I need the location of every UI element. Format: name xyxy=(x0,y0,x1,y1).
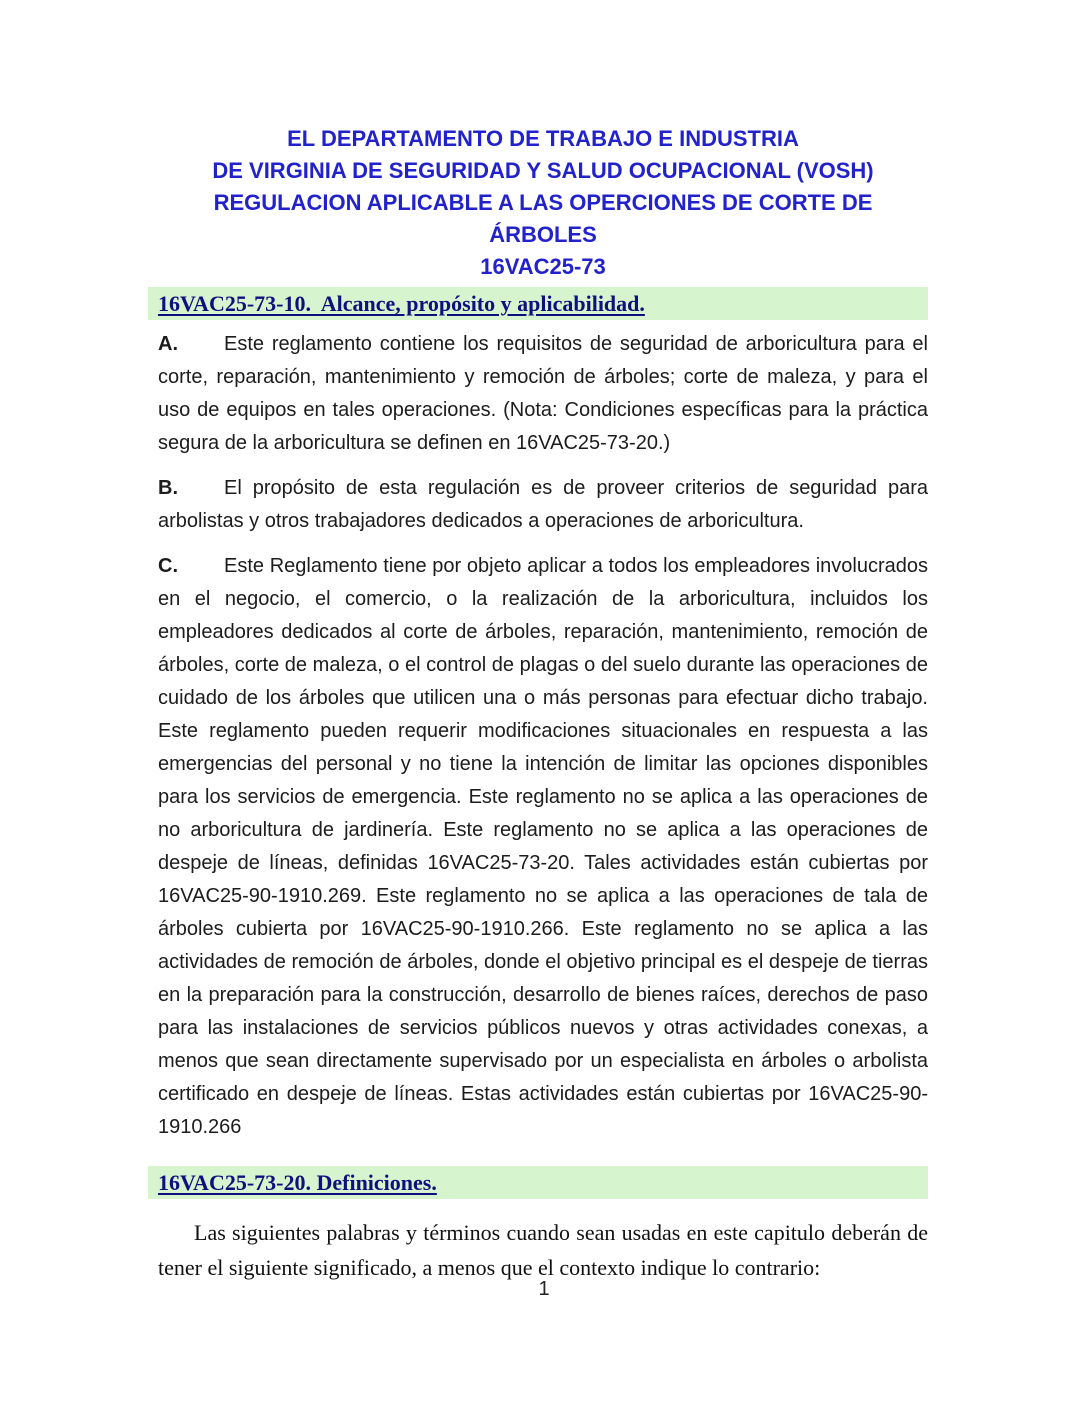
section-heading-alcance xyxy=(148,287,928,320)
paragraph-a-label: A. xyxy=(158,333,178,355)
paragraph-b-label: B. xyxy=(158,477,178,499)
section-heading-definiciones-text: 16VAC25-73-20. Definiciones. xyxy=(158,1170,437,1195)
paragraph-b-text: El propósito de esta regulación es de proveer criterios de seguridad para arbolistas y otros trabajadores dedicados a operaciones de arboricultura. xyxy=(158,477,928,532)
paragraph-b xyxy=(158,472,928,538)
title-line-4: 16VAC25-73 xyxy=(480,254,606,279)
title-line-3: REGULACION APLICABLE A LAS OPERCIONES DE CORTE DE ÁRBOLES xyxy=(213,190,873,247)
title-line-1: EL DEPARTAMENTO DE TRABAJO E INDUSTRIA xyxy=(287,126,799,151)
definitions-intro: Las siguientes palabras y términos cuando sean usadas en este capitulo deberán de tener el siguiente significado, a menos que el contexto indique lo contrario: xyxy=(158,1220,928,1280)
paragraph-c-text: Este Reglamento tiene por objeto aplicar a todos los empleadores involucrados en el negocio, el comercio, o la realización de la arboricultura, incluidos los empleadores dedicados al corte de árboles, reparación, mantenimiento, remoción de árboles, corte de maleza, o el control de plagas o del suelo durante las operaciones de cuidado de los árboles que utilicen una o más personas para efectuar dicho trabajo. Este reglamento pueden requerir modificaciones situacionales en respuesta a las emergencias del personal y no tiene la intención de limitar las opciones disponibles para los servicios de emergencia. Este reglamento no se aplica a las operaciones de no arboricultura de jardinería. Este reglamento no se aplica a las operaciones de despeje de líneas, definidas 16VAC25-73-20. Tales actividades están cubiertas por 16VAC25-90-1910.269. Este reglamento no se aplica a las operaciones de tala de árboles cubierta por 16VAC25-90-1910.266. Este reglamento no se aplica a las actividades de remoción de árboles, donde el objetivo principal es el despeje de tierras en la preparación para la construcción, desarrollo de bienes raíces, derechos de paso para las instalaciones de servicios públicos nuevos y otras actividades conexas, a menos que sean directamente supervisado por un especialista en árboles o arbolista certificado en despeje de líneas. Estas actividades están cubiertas por 16VAC25-90-1910.266 xyxy=(158,555,928,1138)
section-heading-definiciones xyxy=(148,1166,928,1199)
paragraph-a-text: Este reglamento contiene los requisitos de seguridad de arboricultura para el corte, reparación, mantenimiento y remoción de árboles; corte de maleza, y para el uso de equipos en tales operaciones. (Nota: Condiciones específicas para la práctica segura de la arboricultura se definen en 16VAC25-73-20.) xyxy=(158,333,928,454)
paragraph-c-label: C. xyxy=(158,555,178,577)
paragraph-c xyxy=(158,550,928,1144)
section-heading-alcance-text: 16VAC25-73-10. Alcance, propósito y aplicabilidad. xyxy=(158,291,645,316)
paragraph-a xyxy=(158,328,928,460)
document-content xyxy=(158,123,928,1285)
document-title xyxy=(158,123,928,283)
page-number: 1 xyxy=(538,1278,550,1300)
title-line-2: DE VIRGINIA DE SEGURIDAD Y SALUD OCUPACIONAL (VOSH) xyxy=(212,158,874,183)
